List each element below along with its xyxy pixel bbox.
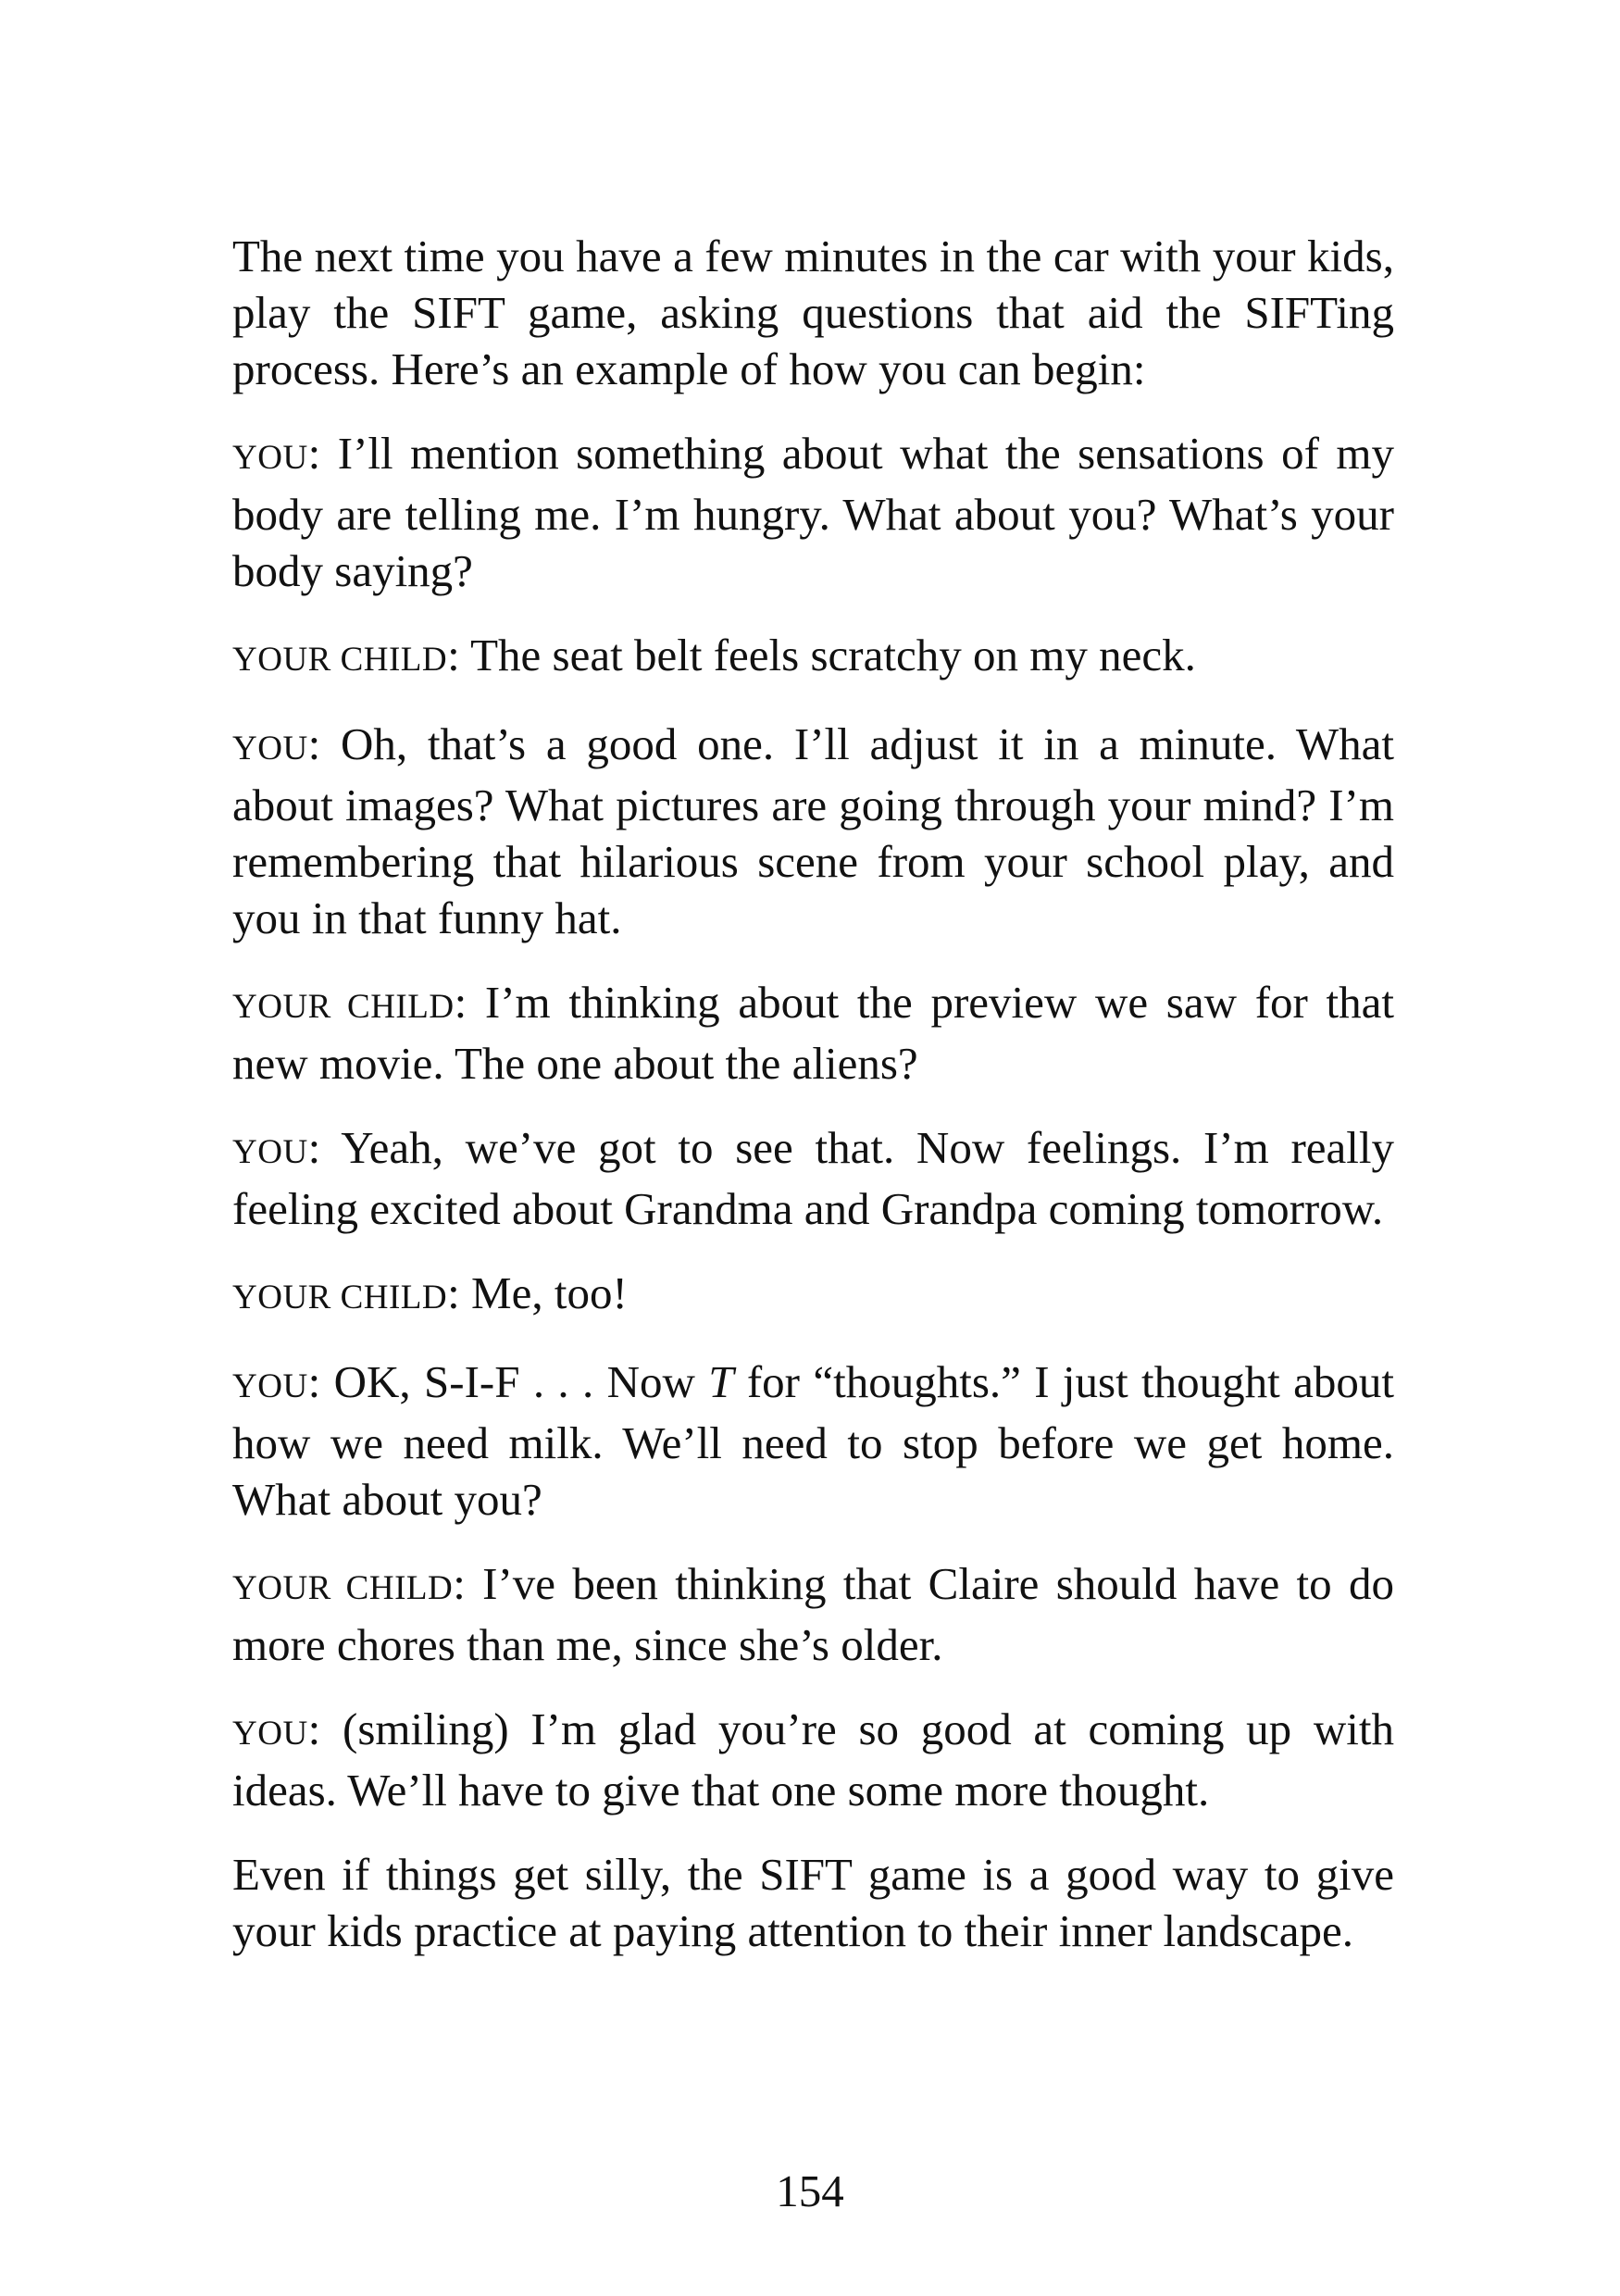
speaker-label: YOUR CHILD bbox=[232, 988, 455, 1026]
closing-paragraph bbox=[232, 1846, 1394, 1959]
dialogue-text: The seat belt feels scratchy on my neck. bbox=[470, 630, 1196, 680]
dialogue-line-your-child: YOUR CHILD: I’m thinking about the preview we saw for that new movie. The one about the aliens? bbox=[232, 977, 1394, 1089]
speaker-label: YOU bbox=[232, 1133, 308, 1171]
dialogue-text: OK, S-I-F . . . Now bbox=[333, 1356, 709, 1407]
speaker-label: YOU bbox=[232, 1715, 308, 1753]
dialogue-line-you: YOU: Oh, that’s a good one. I’ll adjust it in a minute. What about images? What pictures are going through your mind? I’m remembering that hilarious scene from your school play, and you in that funny hat. bbox=[232, 718, 1394, 943]
page-body bbox=[232, 228, 1394, 1987]
speaker-label: YOU bbox=[232, 730, 308, 767]
dialogue-text: I’ve been thinking that Claire should have to do more chores than me, since she’s older. bbox=[232, 1558, 1395, 1670]
dialogue-text: Me, too! bbox=[471, 1267, 628, 1318]
page-number: 154 bbox=[776, 2165, 844, 2216]
dialogue-text: I’m thinking about the preview we saw for that new movie. The one about the aliens? bbox=[232, 977, 1394, 1089]
intro-paragraph bbox=[232, 228, 1394, 397]
dialogue-emphasis: T bbox=[708, 1356, 734, 1407]
speaker-label: YOUR CHILD bbox=[232, 1569, 454, 1607]
paragraph-text: Even if things get silly, the SIFT game is a good way to give your kids practice at paying attention to their inner landscape. bbox=[232, 1849, 1394, 1956]
dialogue-line-your-child: YOUR CHILD: The seat belt feels scratchy on my neck. bbox=[232, 630, 1196, 680]
dialogue-text: for “thoughts.” I just thought about how we need milk. We’ll need to stop before we get home. What about you? bbox=[232, 1356, 1394, 1525]
paragraph-text: The next time you have a few minutes in the car with your kids, play the SIFT game, asking questions that aid the SIFTing process. Here’s an example of how you can begin: bbox=[232, 231, 1394, 394]
speaker-label: YOUR CHILD bbox=[232, 641, 448, 679]
dialogue-text: Yeah, we’ve got to see that. Now feelings. I’m really feeling excited about Grandma and Grandpa coming tomorrow. bbox=[232, 1122, 1395, 1234]
dialogue-line-your-child: YOUR CHILD: Me, too! bbox=[232, 1267, 628, 1318]
dialogue-line-you: YOU: (smiling) I’m glad you’re so good at coming up with ideas. We’ll have to give that one some more thought. bbox=[232, 1703, 1394, 1816]
speaker-label: YOU bbox=[232, 439, 308, 477]
speaker-label: YOUR CHILD bbox=[232, 1279, 448, 1316]
dialogue-line-you: YOU: Yeah, we’ve got to see that. Now feelings. I’m really feeling excited about Grandma and Grandpa coming tomorrow. bbox=[232, 1122, 1395, 1234]
dialogue-text: I’ll mention something about what the sensations of my body are telling me. I’m hungry. What about you? What’s your body saying? bbox=[232, 428, 1394, 596]
dialogue-text: (smiling) I’m glad you’re so good at coming up with ideas. We’ll have to give that one some more thought. bbox=[232, 1703, 1394, 1816]
dialogue-line-your-child: YOUR CHILD: I’ve been thinking that Claire should have to do more chores than me, since she’s older. bbox=[232, 1558, 1395, 1670]
dialogue-text: Oh, that’s a good one. I’ll adjust it in a minute. What about images? What pictures are going through your mind? I’m remembering that hilarious scene from your school play, and you in that funny hat. bbox=[232, 718, 1394, 943]
speaker-label: YOU bbox=[232, 1367, 308, 1405]
dialogue-line-you: YOU: OK, S-I-F . . . Now T for “thoughts.” I just thought about how we need milk. We’ll need to stop before we get home. What about you? bbox=[232, 1356, 1394, 1525]
dialogue-line-you: YOU: I’ll mention something about what the sensations of my body are telling me. I’m hungry. What about you? What’s your body saying? bbox=[232, 428, 1394, 596]
